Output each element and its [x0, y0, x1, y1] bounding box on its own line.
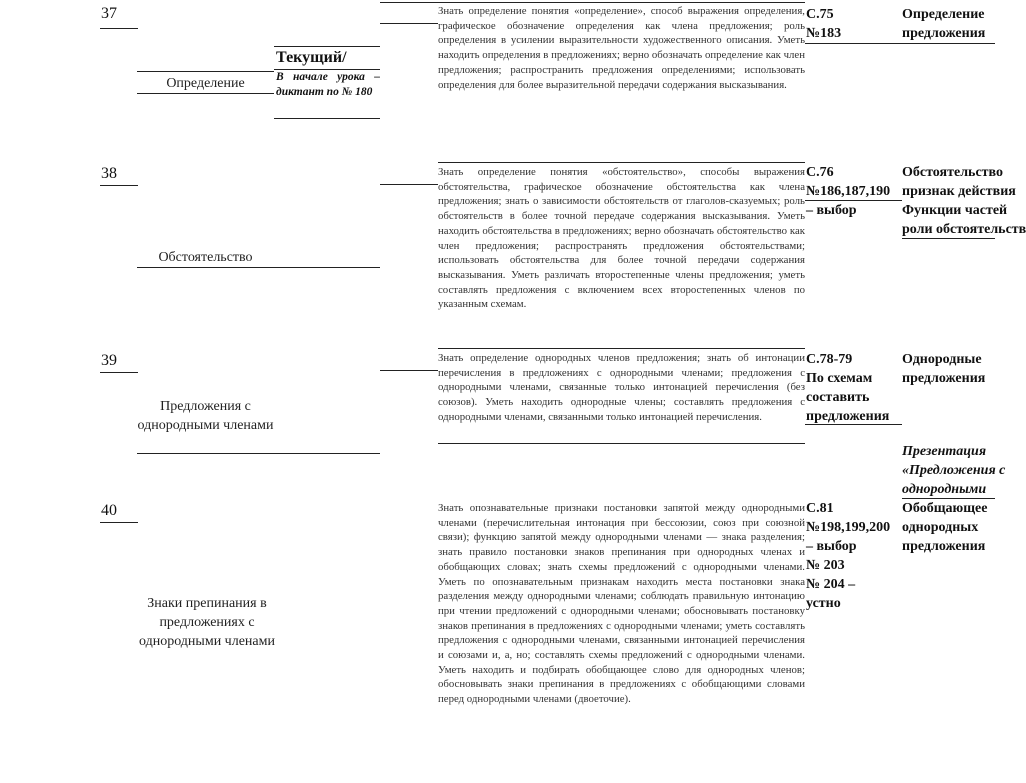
pages-line: устно — [806, 596, 841, 611]
divider — [902, 238, 995, 239]
divider — [100, 372, 138, 373]
pages-line: №198,199,200 — [806, 520, 891, 535]
lesson-description: Знать опознавательные признаки постановки запятой между однородными членами (перечислительная интонация при бессоюзии, союз при союзной связи); функцию запятой между однородными членами — знака разделения; знать правило постановки знаков препинания при однородных членах и обобщающих словах; знать схемы предложений с однородными членами. Уметь по опознавательным признакам находить места постановки знака разделения между однородными членами; соблюдать правильную интонацию при чтении предложений с однородными членами; обосновывать постановку знаков препинания в предложениях с однородными членами; уметь составлять предложения с однородными членами, связанными интонацией перечисления и союзами и, а, но; составлять схемы предложений с однородными членами. Уметь находить и подбирать обобщающее слово для однородных членов; обосновывать знаки препинания в предложениях с обобщающими словами перед однородными членами (двоеточие). — [438, 502, 805, 706]
divider — [274, 46, 380, 47]
pages-line: По схемам — [806, 371, 873, 386]
lesson-number: 38 — [101, 165, 117, 182]
lesson-notes — [902, 5, 985, 43]
divider — [380, 184, 438, 185]
divider — [380, 23, 438, 24]
pages-line: №186,187,190 — [806, 184, 891, 199]
presentation-note — [902, 442, 1005, 499]
lesson-notes — [902, 499, 987, 556]
pages-line: № 204 – — [806, 577, 856, 592]
notes-line: роли обстоятельств — [902, 222, 1026, 237]
divider — [100, 185, 138, 186]
textbook-pages — [806, 350, 889, 426]
notes-line: Определение — [902, 7, 985, 22]
textbook-pages — [806, 499, 890, 613]
divider — [100, 522, 138, 523]
pages-line: – выбор — [806, 539, 857, 554]
divider — [380, 370, 438, 371]
notes-line: предложения — [902, 371, 986, 386]
pages-line: №183 — [806, 26, 842, 41]
textbook-pages — [806, 5, 841, 43]
control-note: В начале урока – диктант по № 180 — [276, 71, 380, 98]
pages-line: № 203 — [806, 558, 845, 573]
pages-line: предложения — [806, 409, 890, 424]
notes-line: предложения — [902, 26, 986, 41]
notes-line: признак действия — [902, 184, 1016, 199]
notes-line: Однородные — [902, 352, 982, 367]
textbook-pages — [806, 163, 890, 220]
pages-line: – выбор — [806, 203, 857, 218]
notes-line: «Предложения с — [902, 463, 1006, 478]
lesson-number: 39 — [101, 352, 117, 369]
lesson-number: 37 — [101, 5, 117, 22]
pages-line: составить — [806, 390, 870, 405]
divider — [805, 200, 902, 201]
divider — [137, 267, 380, 268]
divider — [902, 43, 995, 44]
divider — [805, 43, 902, 44]
notes-line: Функции частей — [902, 203, 1008, 218]
lesson-topic: Обстоятельство — [158, 250, 253, 265]
lesson-number: 40 — [101, 502, 117, 519]
divider — [805, 424, 902, 425]
notes-line: Обстоятельство — [902, 165, 1004, 180]
divider — [438, 443, 805, 444]
notes-line: однородных — [902, 520, 979, 535]
notes-line: Обобщающее — [902, 501, 988, 516]
lesson-topic: Знаки препинания в предложениях с однородными членами — [139, 596, 275, 649]
divider — [137, 71, 274, 72]
divider — [438, 348, 805, 349]
divider — [380, 2, 805, 3]
control-title: Текущий/ — [276, 49, 347, 66]
pages-line: С.81 — [806, 501, 834, 516]
lesson-topic: Определение — [166, 76, 245, 91]
lesson-topic: Предложения с однородными членами — [137, 399, 274, 433]
notes-line: Презентация — [902, 444, 987, 459]
notes-line: однородными — [902, 482, 987, 497]
divider — [137, 93, 274, 94]
pages-line: С.78-79 — [806, 352, 853, 367]
divider — [274, 118, 380, 119]
notes-line: предложения — [902, 539, 986, 554]
divider — [137, 453, 380, 454]
divider — [100, 28, 138, 29]
lesson-description: Знать определение понятия «обстоятельство», способы выражения обстоятельства, графическое обозначение обстоятельства как члена предложения; знать о зависимости обстоятельств от глаголов-сказуемых; роль обстоятельств в более точной передаче содержания высказывания. Уметь находить обстоятельства в предложениях; верно обозначать обстоятельство как член предложения; распространять предложения обстоятельствами; использовать обстоятельства для более точной передачи содержания высказывания. Уметь различать второстепенные члены предложения; уметь составлять предложения с включением всех второстепенных членов по указанным схемам. — [438, 166, 805, 311]
lesson-description: Знать определение однородных членов предложения; знать об интонации перечисления в предложениях с однородными членами; предложения с однородными членами, связанные только интонацией перечисления (без союзов). Уметь находить однородные члены; составлять предложения с однородными членами, связанными только интонацией перечисления. — [438, 352, 805, 423]
divider — [438, 162, 805, 163]
lesson-description: Знать определение понятия «определение», способ выражения определения, графическое обозначение определения как члена предложения; роль определения в усилении выразительности художественного описания. Уметь находить определения в предложениях; верно обозначать определение как член предложения; распространить предложения определениями; использовать определения для более выразительной передачи содержания высказывания. — [438, 5, 805, 91]
lesson-notes — [902, 163, 1026, 239]
lesson-notes — [902, 350, 985, 388]
pages-line: С.76 — [806, 165, 834, 180]
pages-line: С.75 — [806, 7, 834, 22]
